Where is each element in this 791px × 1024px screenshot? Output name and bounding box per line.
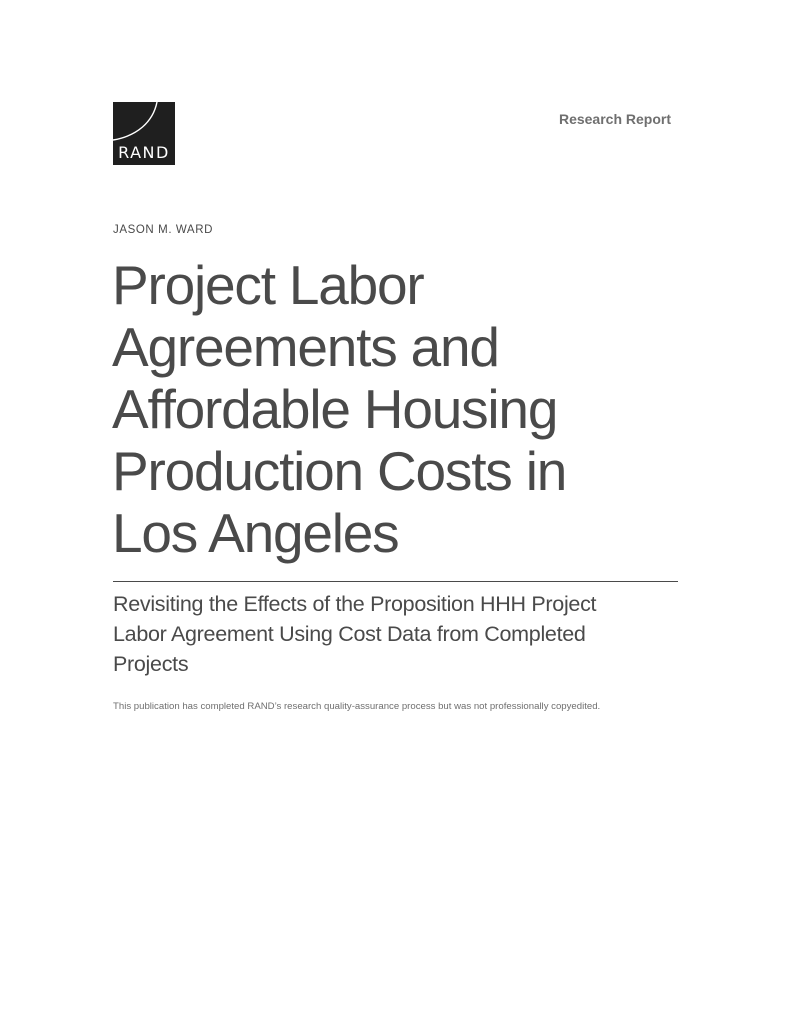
- report-subtitle: [113, 589, 683, 679]
- title-line: Affordable Housing: [112, 378, 558, 440]
- title-line: Production Costs in: [112, 440, 567, 502]
- subtitle-line: Projects: [113, 652, 189, 676]
- title-divider: [113, 581, 678, 582]
- report-title: [112, 254, 692, 564]
- quality-assurance-note: This publication has completed RAND’s research quality-assurance process but was not professionally copyedited.: [113, 701, 601, 712]
- rand-logo-text: RAND: [118, 143, 170, 162]
- title-line: Project Labor: [112, 254, 424, 316]
- subtitle-line: Revisiting the Effects of the Proposition HHH Project: [113, 592, 597, 616]
- report-type-label: Research Report: [558, 111, 671, 127]
- title-line: Agreements and: [112, 316, 499, 378]
- title-line: Los Angeles: [112, 502, 399, 564]
- author-name: JASON M. WARD: [113, 224, 214, 236]
- subtitle-line: Labor Agreement Using Cost Data from Completed: [113, 622, 586, 646]
- rand-logo: [113, 102, 175, 165]
